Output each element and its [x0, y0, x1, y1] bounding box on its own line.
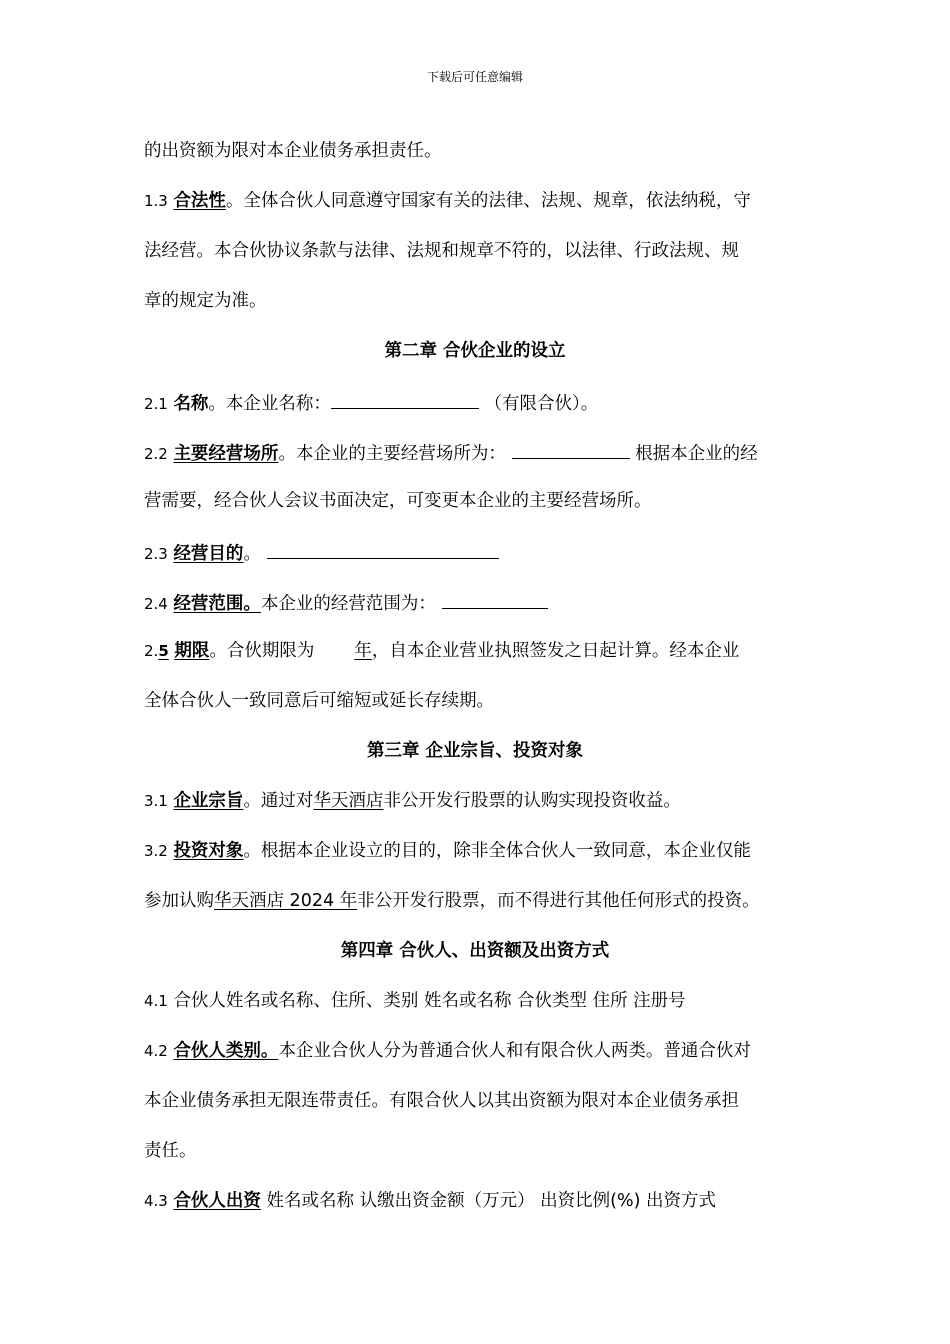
- clause-2-5-line-1: [144, 638, 739, 664]
- purpose-blank: [267, 538, 499, 559]
- clause-title: 投资对象: [173, 841, 244, 861]
- clause-text: 本企业合伙人分为普通合伙人和有限合伙人两类。普通合伙对: [278, 1041, 751, 1061]
- clause-2-2-line-1: [144, 438, 758, 467]
- clause-title: 经营范围。: [173, 594, 261, 614]
- clause-2-3: [144, 538, 499, 567]
- clause-number: 4.3: [144, 1192, 168, 1210]
- clause-1-3-line-2: 法经营。本合伙协议条款与法律、法规和规章不符的，以法律、行政法规、规: [144, 241, 739, 261]
- clause-text: 。全体合伙人同意遵守国家有关的法律、法规、规章，依法纳税，守: [225, 191, 751, 211]
- name-blank: [331, 388, 479, 409]
- chapter-3-heading: 第三章 企业宗旨、投资对象: [366, 741, 584, 761]
- clause-title: 企业宗旨: [173, 791, 244, 811]
- clause-text: 本企业的经营范围为：: [260, 594, 436, 614]
- clause-text-tail: 非公开发行股票，而不得进行其他任何形式的投资。: [357, 891, 760, 911]
- company-link: 华天酒店: [313, 791, 384, 811]
- clause-text-tail: 非公开发行股票的认购实现投资收益。: [383, 791, 681, 811]
- clause-title: 经营目的: [173, 544, 244, 564]
- term-years-unit: 年: [354, 641, 372, 661]
- clause-title: 合伙人出资: [173, 1191, 261, 1211]
- clause-4-3: [144, 1188, 716, 1214]
- clause-title: 合法性: [173, 191, 226, 211]
- clause-title: 期限: [174, 641, 210, 661]
- clause-1-3-line-3: 章的规定为准。: [144, 291, 267, 311]
- clause-text-tail: ，自本企业营业执照签发之日起计算。经本企业: [371, 641, 740, 661]
- clause-text: 。本企业名称：: [208, 394, 331, 414]
- clause-3-1: [144, 788, 681, 814]
- clause-text: 。: [243, 544, 261, 564]
- clause-number: 2.1: [144, 395, 168, 413]
- clause-text: 。合伙期限为: [209, 641, 315, 661]
- clause-4-2-line-3: 责任。: [144, 1141, 197, 1161]
- clause-text: 。本企业的主要经营场所为：: [278, 444, 506, 464]
- clause-text: 参加认购: [144, 891, 214, 911]
- clause-2-2-line-2: 营需要，经合伙人会议书面决定，可变更本企业的主要经营场所。: [144, 491, 652, 511]
- clause-text-tail: 根据本企业的经: [635, 444, 758, 464]
- clause-title: 主要经营场所: [173, 444, 279, 464]
- term-years-blank: [314, 641, 372, 661]
- clause-2-1: [144, 388, 598, 417]
- clause-number: 3.2: [144, 842, 168, 860]
- clause-3-2-line-1: [144, 838, 751, 864]
- clause-text: 合伙人姓名或名称、住所、类别 姓名或名称 合伙类型 住所 注册号: [173, 991, 686, 1011]
- clause-number-suffix: 5: [158, 642, 169, 660]
- clause-number: 2.4: [144, 595, 168, 613]
- clause-number: 2.: [144, 642, 159, 660]
- clause-2-5-line-2: 全体合伙人一致同意后可缩短或延长存续期。: [144, 691, 494, 711]
- page-header: 下载后可任意编辑: [426, 70, 523, 84]
- clause-4-1: [144, 988, 686, 1014]
- clause-4-2-line-1: [144, 1038, 751, 1064]
- clause-1-3-line-1: [144, 188, 751, 214]
- clause-number: 4.1: [144, 992, 168, 1010]
- paragraph-continuation: 的出资额为限对本企业债务承担责任。: [144, 141, 442, 161]
- clause-number: 1.3: [144, 192, 168, 210]
- place-blank: [512, 438, 630, 459]
- clause-text: 。通过对: [243, 791, 314, 811]
- clause-number: 2.3: [144, 545, 168, 563]
- scope-blank: [442, 588, 548, 609]
- clause-text: 。根据本企业设立的目的，除非全体合伙人一致同意，本企业仅能: [243, 841, 751, 861]
- chapter-2-heading: 第二章 合伙企业的设立: [384, 341, 566, 361]
- clause-title: 名称: [173, 394, 209, 414]
- clause-text: 姓名或名称 认缴出资金额（万元） 出资比例(%) 出资方式: [266, 1191, 716, 1211]
- clause-2-4: [144, 588, 548, 617]
- clause-3-2-line-2: [144, 888, 760, 914]
- clause-number: 4.2: [144, 1042, 168, 1060]
- chapter-4-heading: 第四章 合伙人、出资额及出资方式: [340, 941, 610, 961]
- company-link: 华天酒店 2024 年: [214, 891, 358, 911]
- clause-4-2-line-2: 本企业债务承担无限连带责任。有限合伙人以其出资额为限对本企业债务承担: [144, 1091, 739, 1111]
- clause-title: 合伙人类别。: [173, 1041, 279, 1061]
- clause-number: 2.2: [144, 445, 168, 463]
- clause-text-tail: （有限合伙）。: [484, 394, 599, 414]
- clause-number: 3.1: [144, 792, 168, 810]
